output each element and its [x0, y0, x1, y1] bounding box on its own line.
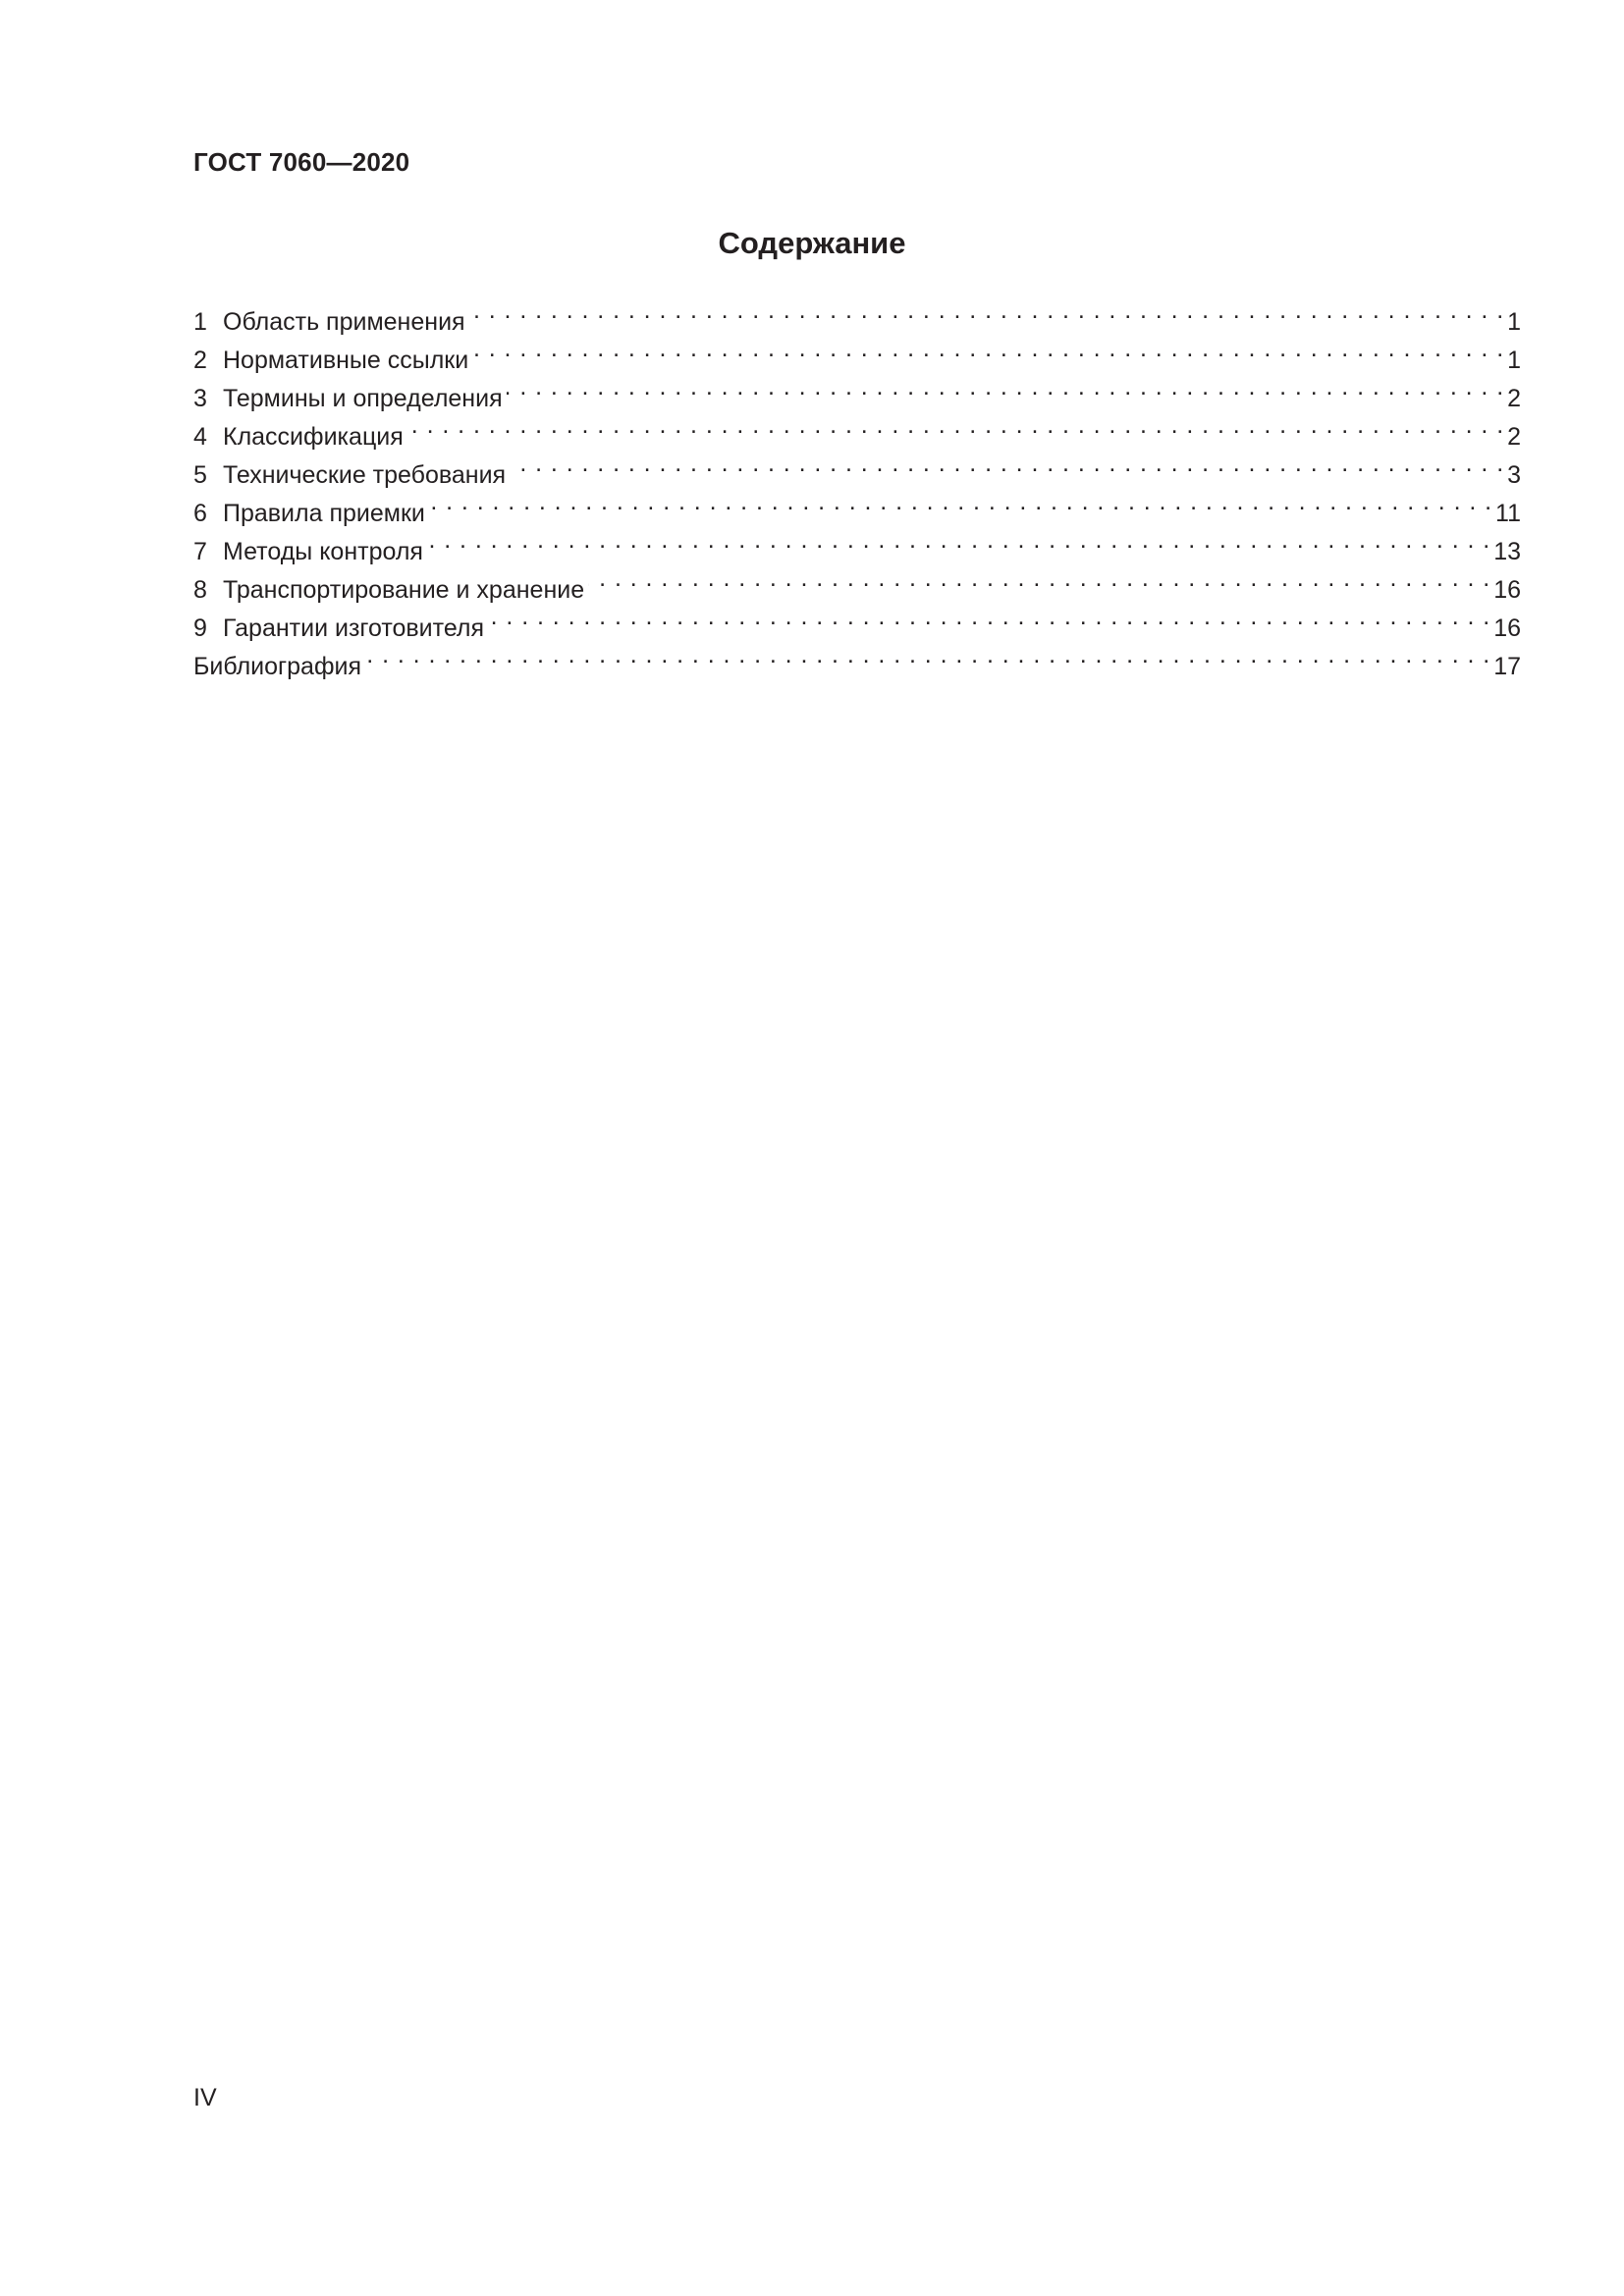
toc-entry-page: 16: [1493, 576, 1521, 604]
table-of-contents: [193, 292, 1521, 680]
toc-entry-label: Транспортирование и хранение: [223, 576, 585, 604]
dot-leader: [429, 483, 1492, 521]
toc-entry-label: Классификация: [223, 423, 404, 451]
toc-entry-number: 7: [193, 538, 207, 565]
dot-leader: [472, 330, 1504, 368]
toc-entry-page: 1: [1507, 308, 1521, 336]
toc-entry-number: 4: [193, 423, 207, 451]
dot-leader: [510, 445, 1504, 483]
toc-entry-label: Правила приемки: [223, 500, 425, 527]
toc-entry-label: Термины и определения: [223, 385, 503, 412]
toc-entry-label: Технические требования: [223, 461, 507, 489]
page-number: IV: [193, 2084, 217, 2111]
toc-entry-page: 11: [1495, 500, 1521, 527]
toc-entry-page: 2: [1507, 385, 1521, 412]
toc-entry-number: 1: [193, 308, 207, 336]
toc-entry-bibliography[interactable]: [193, 636, 1521, 680]
dot-leader: [588, 560, 1490, 598]
dot-leader: [365, 636, 1490, 674]
toc-entry-label: Гарантии изготовителя: [223, 614, 485, 642]
dot-leader: [427, 521, 1490, 560]
toc-entry-page: 16: [1493, 614, 1521, 642]
toc-entry-page: 17: [1493, 653, 1521, 680]
dot-leader: [507, 368, 1504, 406]
dot-leader: [407, 406, 1504, 445]
toc-entry-number: 3: [193, 385, 207, 412]
toc-entry-label: Библиография: [193, 653, 362, 680]
document-code: ГОСТ 7060—2020: [193, 147, 410, 177]
toc-entry-label: Область применения: [223, 308, 465, 336]
dot-leader: [469, 292, 1505, 330]
toc-entry-label: Методы контроля: [223, 538, 423, 565]
toc-title: Содержание: [718, 226, 906, 260]
toc-entry-number: 5: [193, 461, 207, 489]
toc-entry-page: 3: [1507, 461, 1521, 489]
toc-entry-number: 8: [193, 576, 207, 604]
toc-entry-label: Нормативные ссылки: [223, 347, 469, 374]
toc-entry-page: 2: [1507, 423, 1521, 451]
toc-entry-page: 1: [1507, 347, 1521, 374]
toc-entry-number: 2: [193, 347, 207, 374]
toc-entry-scope[interactable]: [193, 292, 1521, 336]
dot-leader: [488, 598, 1490, 636]
toc-entry-number: 6: [193, 500, 207, 527]
toc-entry-number: 9: [193, 614, 207, 642]
toc-entry-page: 13: [1493, 538, 1521, 565]
